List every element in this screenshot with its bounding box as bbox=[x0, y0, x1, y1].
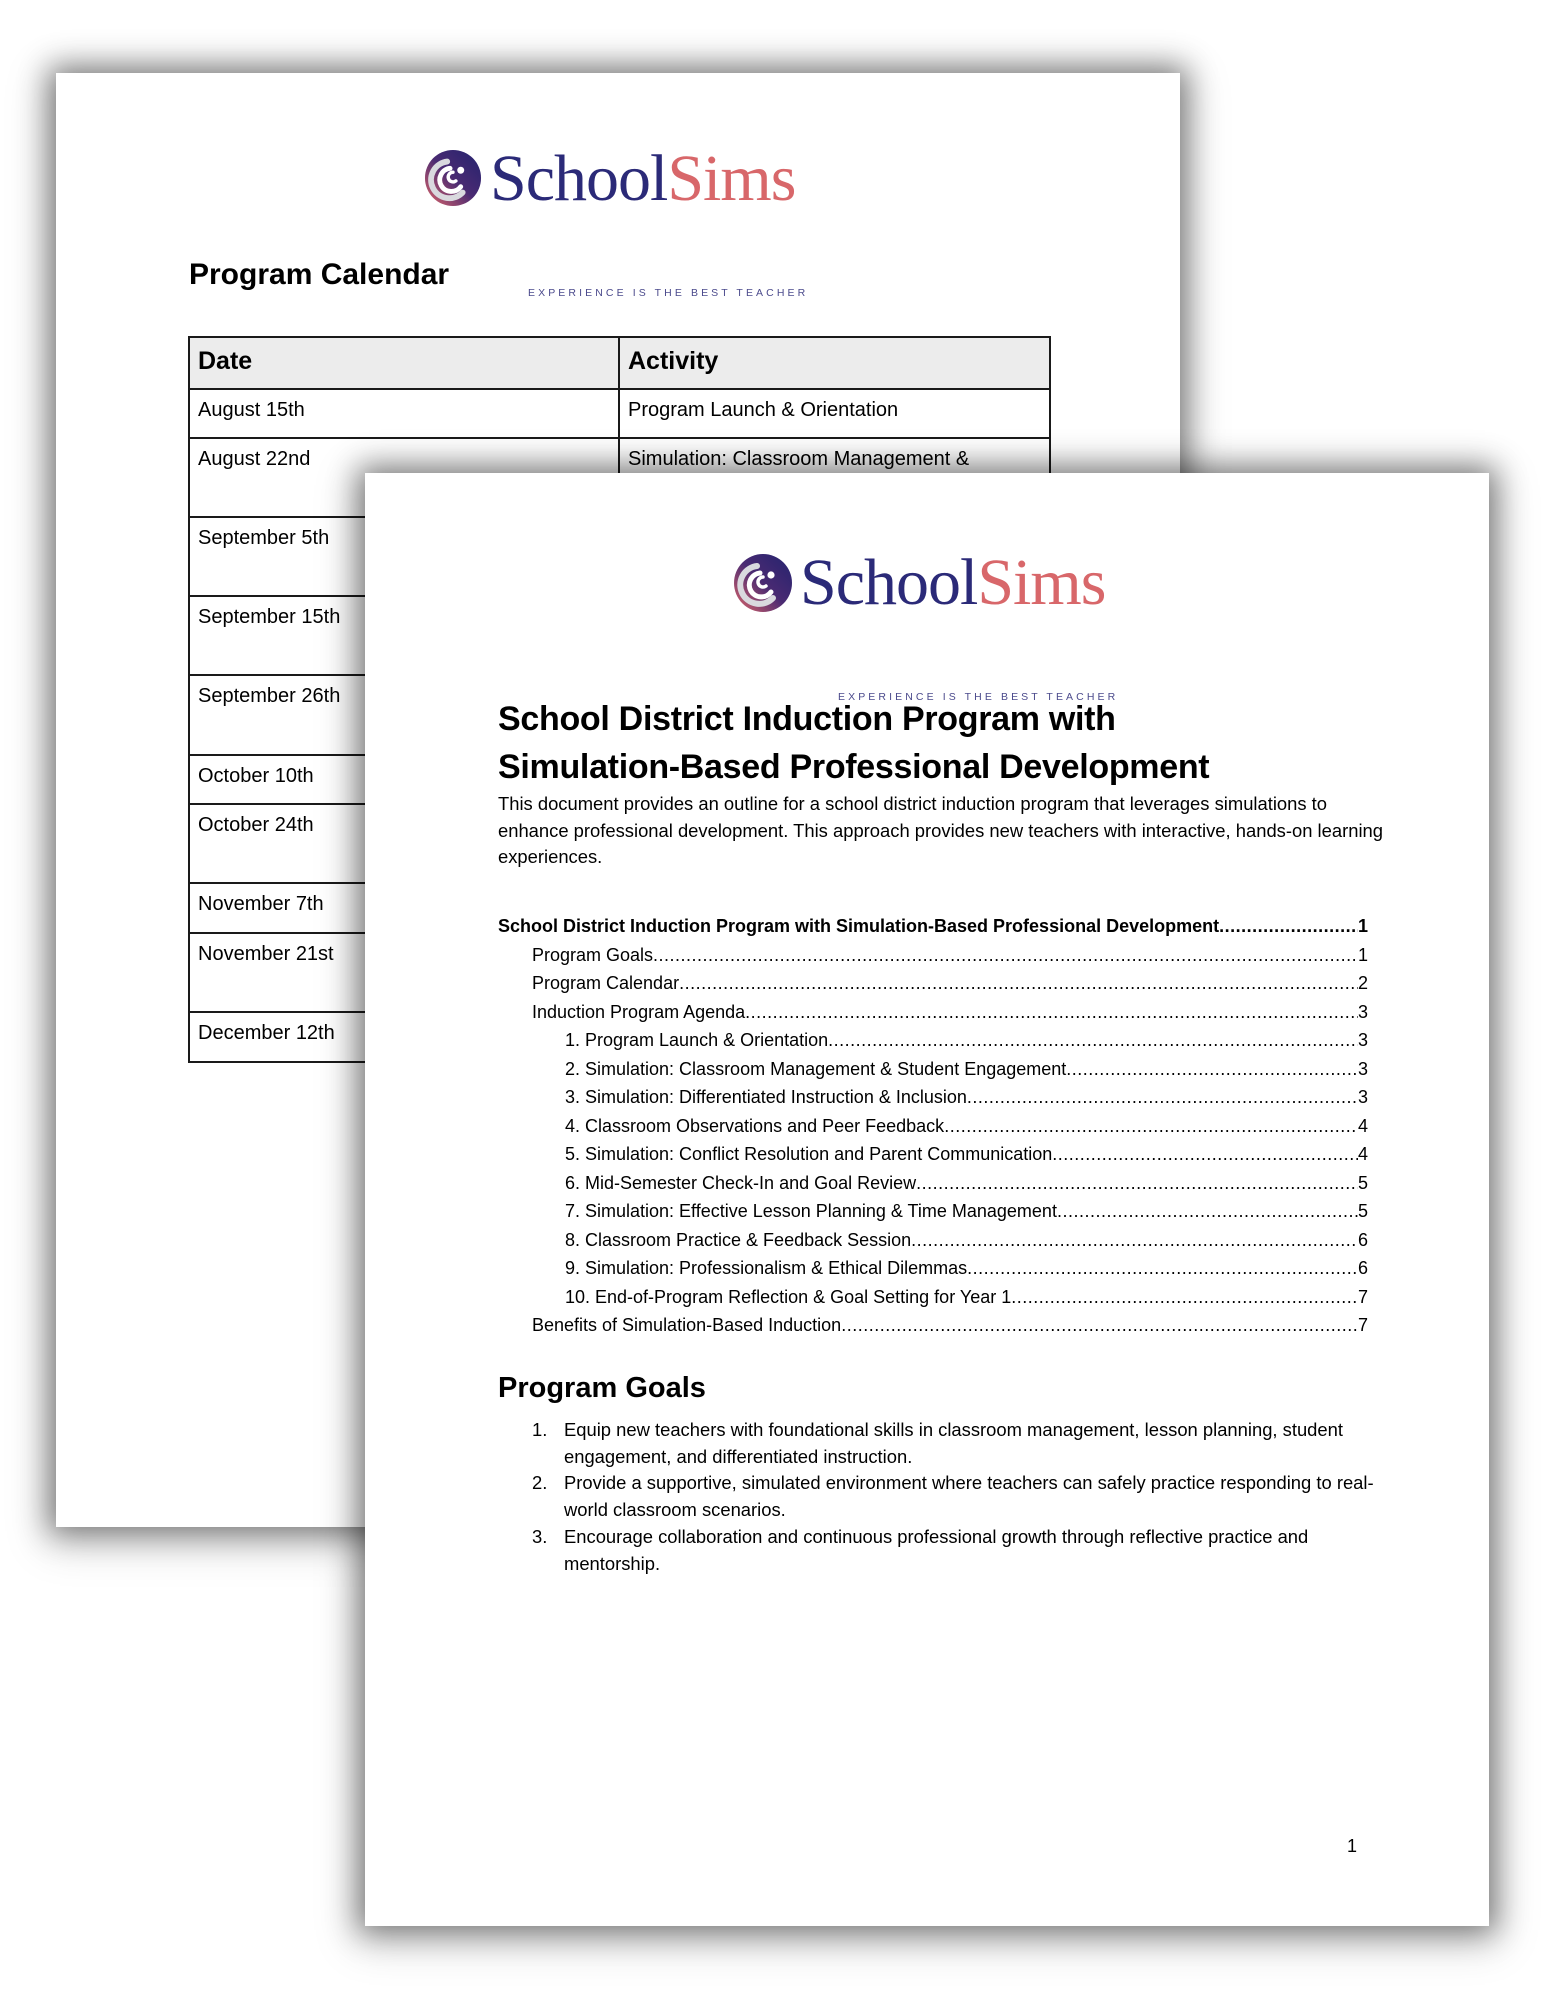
goal-item: 3. Encourage collaboration and continuous professional growth through reflective practice and mentorship. bbox=[532, 1525, 1309, 1574]
date-cell: December 12th bbox=[189, 1012, 619, 1062]
date-cell: September 15th bbox=[189, 596, 619, 675]
date-cell: September 26th bbox=[189, 675, 619, 755]
toc-page-number: 1 bbox=[1357, 916, 1368, 936]
toc-entry[interactable]: School District Induction Program with Simulation-Based Professional Development ..... 1 bbox=[498, 912, 1368, 941]
toc-leader bbox=[679, 969, 1358, 998]
toc-entry[interactable]: 7. Simulation: Effective Lesson Planning & Time Management ..... 5 bbox=[498, 1197, 1368, 1226]
toc-entry[interactable]: 6. Mid-Semester Check-In and Goal Review ..... 5 bbox=[498, 1169, 1368, 1198]
schoolsims-logo-icon bbox=[424, 149, 482, 207]
toc-page-number: 6 bbox=[1357, 1258, 1368, 1278]
brand-tagline: EXPERIENCE IS THE BEST TEACHER bbox=[528, 287, 809, 299]
toc-page-number: 5 bbox=[1357, 1201, 1368, 1221]
toc-entry[interactable]: 4. Classroom Observations and Peer Feedback ..... 4 bbox=[498, 1112, 1368, 1141]
toc-leader bbox=[967, 1083, 1358, 1112]
goal-item: 1. Equip new teachers with foundational skills in classroom management, lesson planning, student engagement, and differentiated instruction. bbox=[532, 1419, 1343, 1467]
column-header-activity: Activity bbox=[619, 337, 1050, 389]
date-cell: August 15th bbox=[189, 389, 619, 438]
toc-page-number: 1 bbox=[1357, 944, 1368, 965]
document-page-1 bbox=[365, 473, 1489, 1926]
date-cell: November 21st bbox=[189, 933, 619, 1012]
toc-page-number: 3 bbox=[1357, 1087, 1368, 1107]
toc-leader bbox=[745, 998, 1358, 1027]
toc-leader bbox=[653, 941, 1358, 970]
schoolsims-logo bbox=[424, 142, 824, 299]
table-header-row bbox=[189, 337, 1050, 389]
schoolsims-wordmark: SchoolSims bbox=[490, 142, 796, 215]
toc-entry[interactable]: 2. Simulation: Classroom Management & Student Engagement ..... 3 bbox=[498, 1055, 1368, 1084]
date-cell: November 7th bbox=[189, 883, 619, 933]
toc-entry[interactable]: 1. Program Launch & Orientation ..... 3 bbox=[498, 1026, 1368, 1055]
toc-leader bbox=[1052, 1140, 1358, 1169]
toc-page-number: 3 bbox=[1357, 1001, 1368, 1022]
toc-entry[interactable]: Induction Program Agenda ..... 3 bbox=[498, 998, 1368, 1027]
toc-page-number: 7 bbox=[1357, 1286, 1368, 1307]
toc-entry[interactable]: 3. Simulation: Differentiated Instruction & Inclusion ..... 3 bbox=[498, 1083, 1368, 1112]
toc-leader bbox=[944, 1112, 1358, 1141]
title-line-2: Simulation-Based Professional Development bbox=[498, 748, 1210, 786]
schoolsims-wordmark: SchoolSims bbox=[800, 546, 1106, 619]
toc-page-number: 2 bbox=[1357, 973, 1368, 993]
activity-cell: Program Launch & Orientation bbox=[619, 389, 1050, 438]
toc-entry[interactable]: Program Calendar ..... 2 bbox=[498, 969, 1368, 998]
column-header-date: Date bbox=[189, 337, 619, 389]
toc-page-number: 3 bbox=[1357, 1030, 1368, 1050]
toc-leader bbox=[1011, 1283, 1358, 1312]
toc-page-number: 5 bbox=[1357, 1172, 1368, 1193]
intro-paragraph: This document provides an outline for a school district induction program that leverages simulations to enhance professional development. This approach provides new teachers with interactive, hands-on learning experiences. bbox=[498, 793, 1383, 867]
toc-entry[interactable]: Program Goals ..... 1 bbox=[498, 941, 1368, 970]
toc-page-number: 7 bbox=[1357, 1315, 1368, 1335]
toc-leader bbox=[967, 1254, 1358, 1283]
toc-leader bbox=[841, 1311, 1358, 1340]
toc-entry[interactable]: 8. Classroom Practice & Feedback Session ..... 6 bbox=[498, 1226, 1368, 1255]
toc-leader bbox=[828, 1026, 1358, 1055]
table-row bbox=[189, 389, 1050, 438]
toc-leader bbox=[916, 1169, 1358, 1198]
toc-page-number: 4 bbox=[1357, 1144, 1368, 1164]
date-cell: August 22nd bbox=[189, 438, 619, 517]
toc-entry[interactable]: 9. Simulation: Professionalism & Ethical Dilemmas ..... 6 bbox=[498, 1254, 1368, 1283]
toc-leader bbox=[1057, 1197, 1358, 1226]
activity-cell: Simulation: Classroom Management & bbox=[619, 438, 1050, 517]
goal-item: 2. Provide a supportive, simulated environment where teachers can safely practice responding to real-world classroom scenarios. bbox=[532, 1472, 1374, 1521]
toc-entry[interactable]: 5. Simulation: Conflict Resolution and Parent Communication ..... 4 bbox=[498, 1140, 1368, 1169]
toc-leader bbox=[911, 1226, 1358, 1255]
page-number: 1 bbox=[1347, 1836, 1358, 1856]
program-goals-heading: Program Goals bbox=[498, 1372, 706, 1404]
schoolsims-logo bbox=[733, 546, 1133, 703]
program-goals-list bbox=[498, 1417, 1378, 1577]
toc-entry[interactable]: 10. End-of-Program Reflection & Goal Setting for Year 1 ..... 7 bbox=[498, 1283, 1368, 1312]
toc-leader bbox=[1219, 912, 1358, 941]
schoolsims-logo-icon bbox=[733, 553, 793, 613]
brand-tagline: EXPERIENCE IS THE BEST TEACHER bbox=[838, 691, 1119, 703]
toc-leader bbox=[1066, 1055, 1358, 1084]
program-calendar-heading: Program Calendar bbox=[189, 258, 450, 291]
table-of-contents bbox=[498, 912, 1368, 1340]
document-title bbox=[498, 695, 1368, 791]
date-cell: September 5th bbox=[189, 517, 619, 596]
toc-page-number: 4 bbox=[1357, 1115, 1368, 1136]
date-cell: October 24th bbox=[189, 804, 619, 883]
toc-entry[interactable]: Benefits of Simulation-Based Induction ..... 7 bbox=[498, 1311, 1368, 1340]
title-line-1: School District Induction Program with bbox=[498, 700, 1116, 738]
date-cell: October 10th bbox=[189, 755, 619, 804]
toc-page-number: 6 bbox=[1357, 1229, 1368, 1250]
toc-page-number: 3 bbox=[1357, 1058, 1368, 1079]
